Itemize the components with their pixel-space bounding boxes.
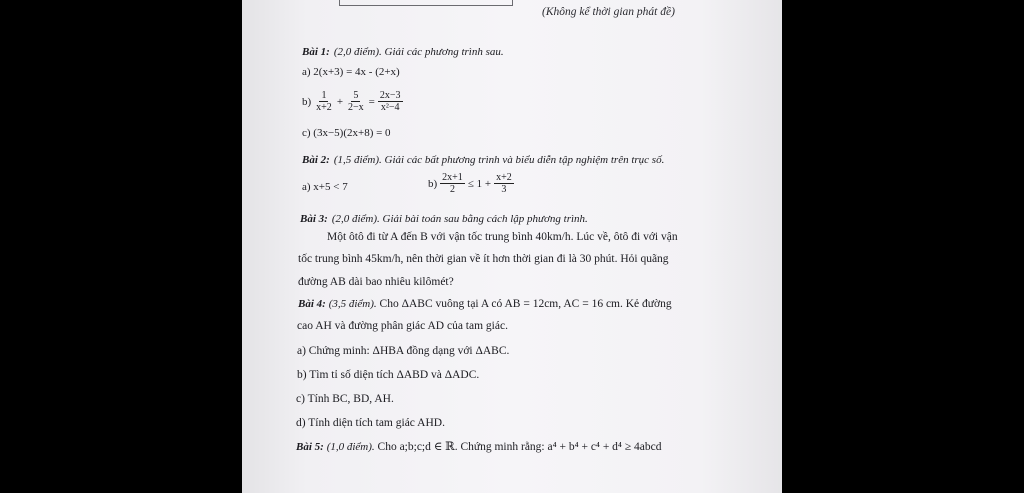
bai3-desc: (2,0 điểm). Giải bài toán sau bằng cách lập phương trình.	[331, 213, 588, 225]
bai1-b-frac1	[314, 90, 334, 113]
bai4-line2: cao AH và đường phân giác AD của tam giác.	[297, 320, 508, 332]
frac-numerator: 5	[353, 90, 359, 101]
bai2-b	[428, 172, 514, 195]
bai2-a	[302, 181, 348, 193]
bai2-b-frac1	[440, 172, 465, 195]
bai1-b-frac3	[378, 90, 403, 113]
frac-numerator: x+2	[496, 172, 512, 183]
bai1-b-label: b)	[302, 95, 312, 108]
bai5-desc: (1,0 điểm).	[326, 441, 375, 453]
bai1-b	[302, 90, 403, 113]
frac-numerator: 2x+1	[442, 172, 463, 183]
bai1-a-eq: 2(x+3) = 4x - (2+x)	[313, 66, 400, 78]
bai2-desc: (1,5 điểm). Giải các bất phương trình và biểu diễn tập nghiệm trên trục số.	[333, 154, 665, 166]
header-box	[339, 0, 513, 6]
bai4-d: d) Tính diện tích tam giác AHD.	[296, 417, 445, 429]
exam-paper	[242, 0, 782, 493]
bai4-label: Bài 4:	[298, 298, 326, 310]
frac-denominator: 2−x	[348, 102, 364, 113]
bai4-line1-rest: Cho ΔABC vuông tại A có AB = 12cm, AC = 16 cm. Kẻ đường	[379, 298, 672, 310]
bai4-c: c) Tính BC, BD, AH.	[296, 393, 394, 405]
bai3-line2: tốc trung bình 45km/h, nên thời gian về ít hơn thời gian đi là 30 phút. Hỏi quãng	[298, 253, 669, 265]
bai2-b-frac2	[494, 172, 514, 195]
time-note: (Không kể thời gian phát đề)	[542, 6, 675, 18]
bai1-c-label: c)	[302, 127, 311, 139]
bai4-b: b) Tìm tỉ số diện tích ΔABD và ΔADC.	[297, 369, 480, 381]
bai1-c	[302, 127, 391, 139]
bai2-a-eq: x+5 < 7	[313, 181, 348, 193]
bai1-c-eq: (3x−5)(2x+8) = 0	[313, 127, 391, 139]
bai3-label: Bài 3:	[300, 213, 328, 225]
bai1-label: Bài 1:	[302, 46, 330, 58]
frac-denominator: 3	[501, 184, 507, 195]
bai5-rest: Cho a;b;c;d ∈ ℝ. Chứng minh rằng: a⁴ + b⁴ + c⁴ + d⁴ ≥ 4abcd	[377, 441, 662, 453]
bai2-heading	[302, 150, 664, 168]
frac-numerator: 1	[321, 90, 327, 101]
bai2-b-label: b)	[428, 177, 438, 190]
bai1-desc: (2,0 điểm). Giải các phương trình sau.	[333, 46, 504, 58]
bai5-line	[296, 439, 661, 453]
bai1-a	[302, 66, 400, 78]
bai4-desc: (3,5 điểm).	[328, 298, 377, 310]
frac-denominator: x+2	[316, 102, 332, 113]
bai2-label: Bài 2:	[302, 154, 330, 166]
bai1-a-label: a)	[302, 66, 311, 78]
frac-denominator: x²−4	[380, 102, 400, 113]
bai5-label: Bài 5:	[296, 441, 324, 453]
bai4-a: a) Chứng minh: ΔHBA đồng dạng với ΔABC.	[297, 345, 510, 357]
plus-sign: +	[336, 95, 344, 108]
bai3-heading	[300, 209, 588, 227]
frac-numerator: 2x−3	[379, 90, 401, 101]
bai2-b-mid: ≤ 1 +	[467, 177, 492, 190]
bai4-line1	[298, 298, 672, 310]
frac-denominator: 2	[449, 184, 455, 195]
bai1-b-frac2	[346, 90, 366, 113]
bai1-heading	[302, 42, 504, 60]
bai3-line3: đường AB dài bao nhiêu kilômét?	[298, 276, 454, 288]
bai2-a-label: a)	[302, 181, 311, 193]
equals-sign: =	[368, 95, 375, 108]
bai3-line1: Một ôtô đi từ A đến B với vận tốc trung bình 40km/h. Lúc về, ôtô đi với vận	[327, 231, 678, 243]
